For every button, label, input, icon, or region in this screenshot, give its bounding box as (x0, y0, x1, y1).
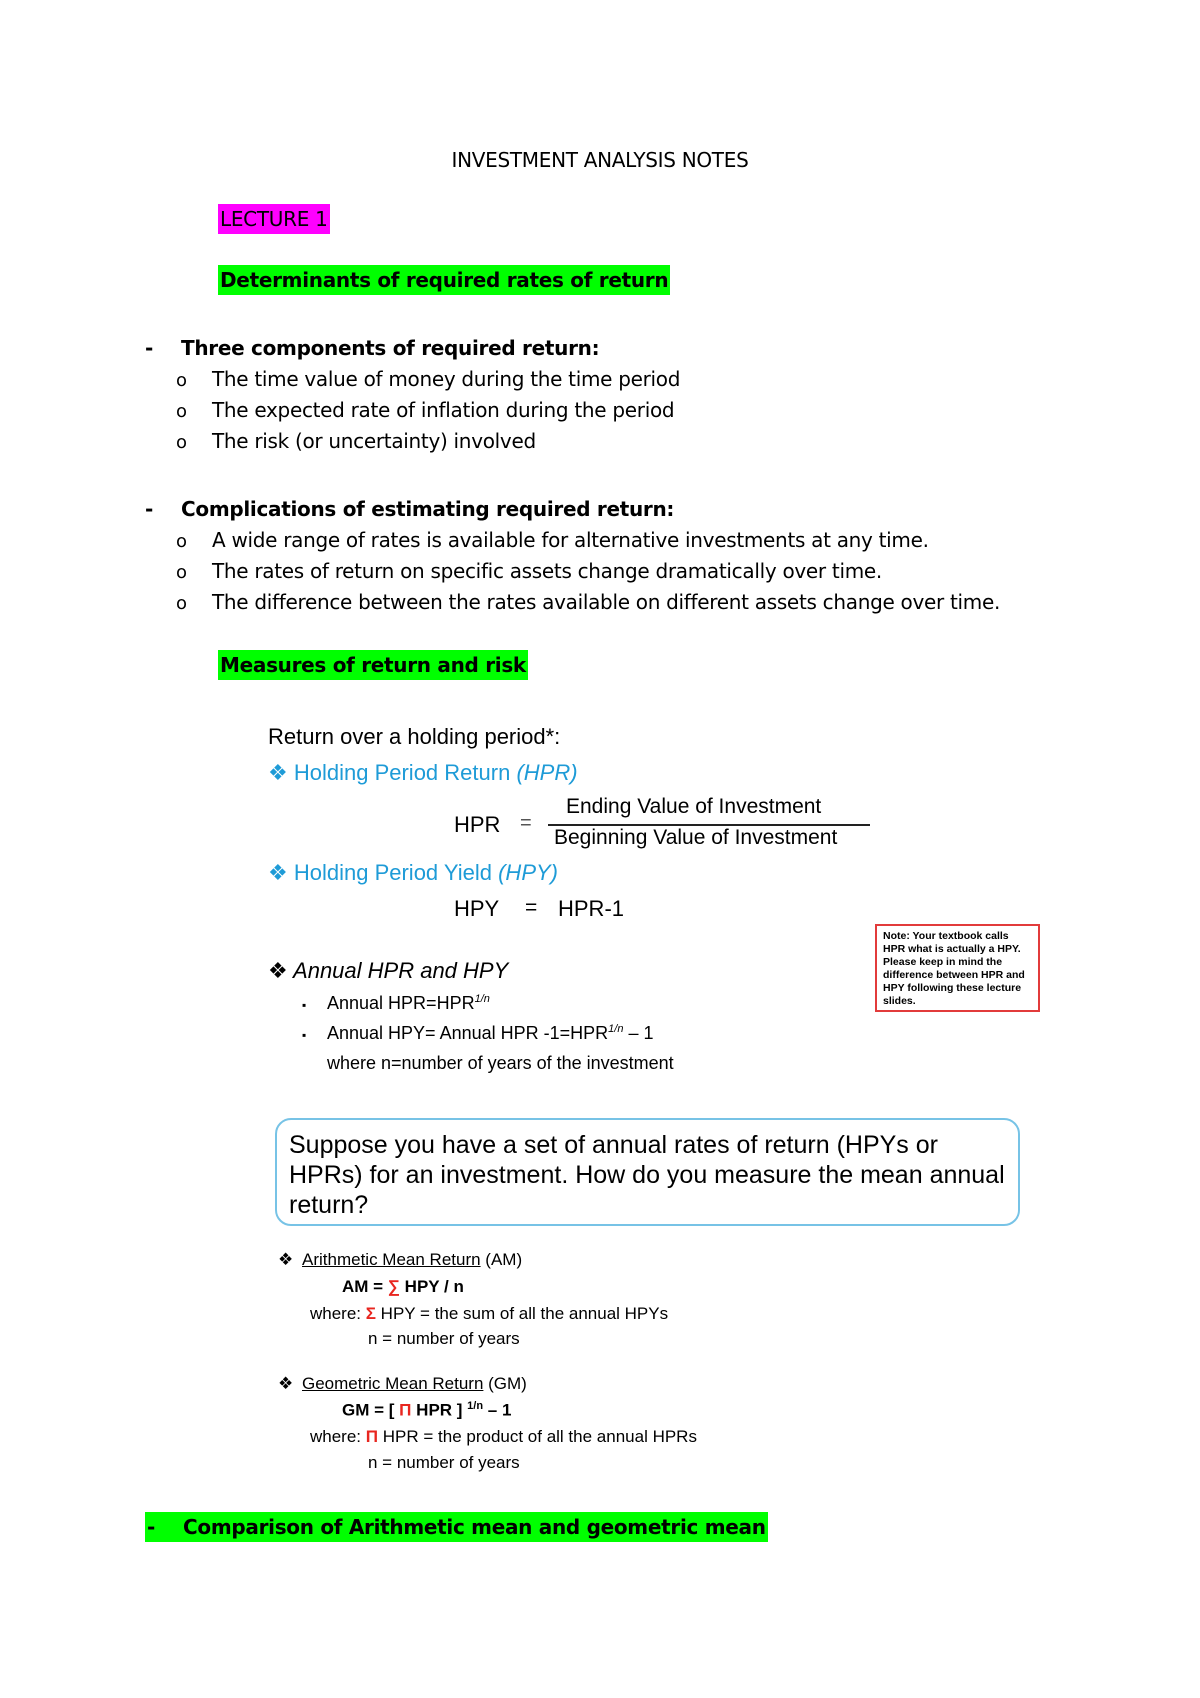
hpr-equals: = (520, 812, 532, 834)
sub-bullet: o (176, 401, 187, 422)
gm-n-line: n = number of years (368, 1453, 520, 1472)
list-item-text: The risk (or uncertainty) involved (212, 429, 536, 453)
list-item-text: The expected rate of inflation during the period (212, 398, 675, 422)
gm-where-text: HPR = the product of all the annual HPRs (378, 1427, 697, 1446)
diamond-icon: ❖ (278, 1374, 294, 1393)
diamond-icon: ❖ (278, 1250, 294, 1269)
annual-heading-text: Annual HPR and HPY (293, 958, 509, 983)
sigma-icon: Σ (365, 1304, 376, 1323)
heading-comparison-text: Comparison of Arithmetic mean and geometric mean (183, 1515, 766, 1539)
sub-bullet: o (176, 593, 187, 614)
hpr-heading (268, 760, 578, 786)
bullet-dash: - (147, 1515, 156, 1539)
square-bullet: ▪ (302, 998, 307, 1012)
list-item (176, 559, 882, 583)
am-heading (278, 1250, 522, 1270)
hpy-equals: = (525, 896, 538, 919)
am-where (310, 1304, 668, 1324)
square-bullet: ▪ (302, 1028, 307, 1042)
hpr-heading-text: Holding Period Return (293, 760, 517, 785)
gm-abbr: (GM) (483, 1374, 527, 1393)
heading-comparison (145, 1512, 768, 1542)
gm-where-label: where: (310, 1427, 366, 1446)
hpy-formula-rhs: HPR-1 (558, 896, 625, 921)
list-item (176, 398, 674, 422)
section-heading-text: Three components of required return: (181, 336, 600, 360)
sub-bullet: o (176, 562, 187, 583)
textbook-note: Note: Your textbook calls HPR what is actually a HPY. Please keep in mind the difference between HPR and HPY following these lecture slides. (875, 924, 1040, 1012)
gm-heading (278, 1374, 527, 1394)
gm-formula-lhs: GM = [ (342, 1400, 400, 1420)
annual-where: where n=number of years of the investment (327, 1053, 674, 1073)
list-item-text: The time value of money during the time period (212, 367, 681, 391)
gm-where (310, 1427, 697, 1447)
am-formula-lhs: AM = (342, 1277, 388, 1296)
gm-exponent: 1/n (467, 1400, 484, 1412)
diamond-icon: ❖ (268, 958, 288, 983)
list-item (176, 590, 1000, 614)
hpy-heading-text: Holding Period Yield (293, 860, 499, 885)
annual-heading (268, 958, 508, 984)
hpr-numerator: Ending Value of Investment (566, 795, 822, 818)
am-formula (342, 1277, 464, 1297)
hpr-heading-abbr: (HPR) (516, 760, 578, 785)
gm-label: Geometric Mean Return (302, 1374, 484, 1393)
annual-hpy-exponent: 1/n (608, 1023, 624, 1035)
diamond-icon: ❖ (268, 760, 288, 785)
annual-hpy-line (302, 1023, 653, 1044)
slide-intro: Return over a holding period*: (268, 724, 561, 749)
hpy-heading-abbr: (HPY) (498, 860, 558, 885)
pi-icon: Π (399, 1400, 412, 1420)
list-item-text: The difference between the rates available on different assets change over time. (212, 590, 1001, 614)
am-abbr: (AM) (480, 1250, 523, 1269)
sub-bullet: o (176, 531, 187, 552)
sub-bullet: o (176, 432, 187, 453)
annual-hpr-line (302, 993, 490, 1014)
list-item-text: The rates of return on specific assets change dramatically over time. (212, 559, 882, 583)
pi-icon: Π (365, 1427, 379, 1446)
heading-determinants: Determinants of required rates of return (218, 265, 670, 295)
sub-bullet: o (176, 370, 187, 391)
am-where-label: where: (310, 1304, 366, 1323)
am-n-line: n = number of years (368, 1329, 520, 1348)
hpr-formula-lhs: HPR (454, 812, 501, 837)
question-callout: Suppose you have a set of annual rates of return (HPYs or HPRs) for an investment. How do you measure the mean annual return? (275, 1118, 1020, 1226)
lecture-label: LECTURE 1 (218, 204, 330, 234)
annual-hpy-text: Annual HPY= Annual HPR -1=HPR (327, 1023, 609, 1043)
hpr-denominator: Beginning Value of Investment (554, 826, 838, 849)
section-heading-components (145, 336, 599, 360)
list-item (176, 528, 929, 552)
annual-hpr-text: Annual HPR=HPR (327, 993, 475, 1013)
am-label: Arithmetic Mean Return (302, 1250, 481, 1269)
sigma-icon: ∑ (387, 1277, 400, 1296)
list-item-text: A wide range of rates is available for alternative investments at any time. (212, 528, 929, 552)
gm-formula-tail: – 1 (483, 1400, 512, 1420)
annual-hpr-exponent: 1/n (474, 993, 490, 1005)
gm-formula (342, 1400, 511, 1421)
am-where-text: HPY = the sum of all the annual HPYs (375, 1304, 669, 1323)
bullet-dash: - (145, 336, 154, 360)
hpy-formula-lhs: HPY (454, 896, 500, 921)
list-item (176, 367, 680, 391)
diamond-icon: ❖ (268, 860, 288, 885)
annual-hpy-tail: – 1 (623, 1023, 654, 1043)
gm-formula-mid: HPR ] (411, 1400, 468, 1420)
document-title: INVESTMENT ANALYSIS NOTES (451, 148, 749, 172)
section-heading-text: Complications of estimating required return: (181, 497, 675, 521)
bullet-dash: - (145, 497, 154, 521)
am-formula-rhs: HPY / n (399, 1277, 464, 1296)
section-heading-complications (145, 497, 674, 521)
list-item (176, 429, 536, 453)
hpy-heading (268, 860, 558, 886)
heading-measures: Measures of return and risk (218, 650, 528, 680)
